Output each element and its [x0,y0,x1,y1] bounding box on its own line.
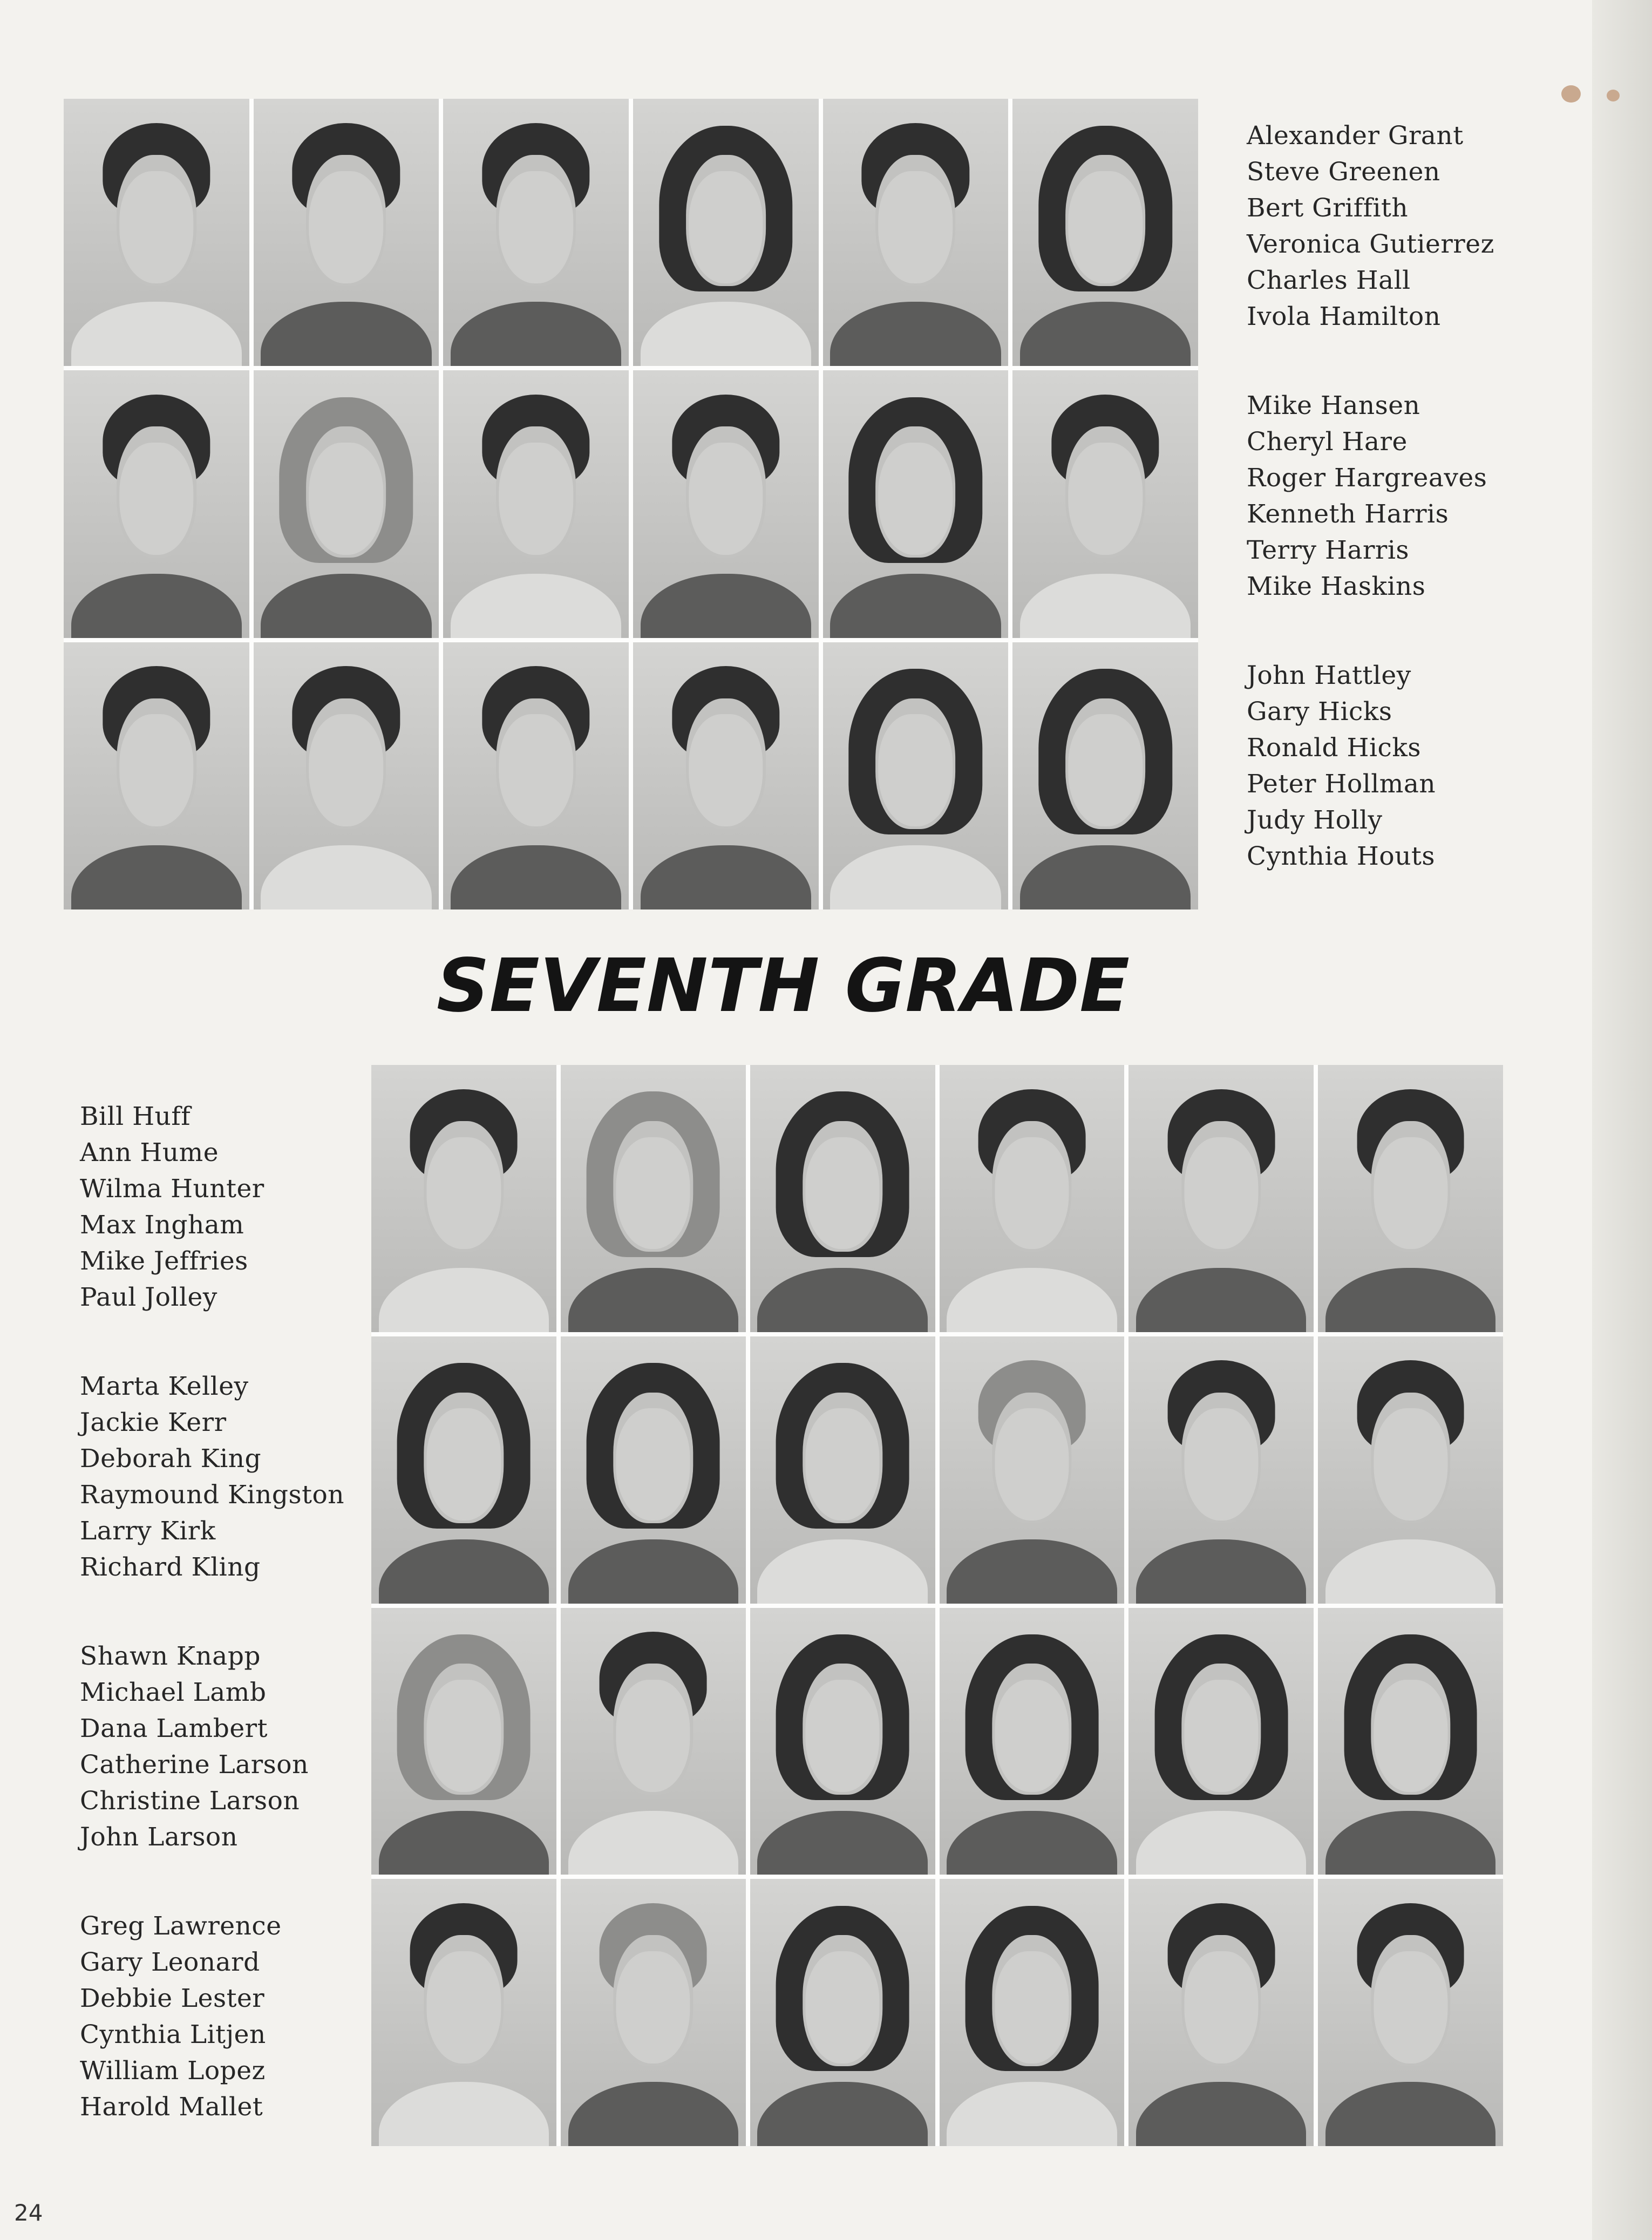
student-photo [1318,1336,1503,1604]
top-photo-grid [64,99,1198,909]
student-name: Ronald Hicks [1247,733,1421,763]
student-photo [750,1608,935,1875]
student-photo [371,1065,556,1332]
student-photo [940,1608,1125,1875]
portrait-head-front [616,1137,690,1250]
student-photo [371,1608,556,1875]
portrait-shoulders [261,302,431,366]
student-photo [561,1879,746,2146]
student-name: Judy Holly [1247,805,1383,835]
portrait-head-front [1374,1680,1447,1792]
portrait-shoulders [757,1268,927,1332]
student-photo [254,642,439,909]
student-name: Kenneth Harris [1247,499,1449,529]
portrait-shoulders [1020,574,1191,638]
student-name: Jackie Kerr [80,1408,227,1437]
student-photo [1012,99,1198,366]
portrait-shoulders [1136,1811,1306,1875]
portrait-head-front [499,171,573,283]
portrait-shoulders [261,574,431,638]
student-photo [633,642,819,909]
portrait-shoulders [379,2082,549,2146]
portrait-shoulders [947,1268,1117,1332]
portrait-shoulders [568,1811,738,1875]
student-photo [1012,642,1198,909]
portrait-head-front [1068,443,1142,555]
student-photo [1318,1879,1503,2146]
student-name: Larry Kirk [80,1516,216,1546]
student-photo [823,99,1009,366]
student-photo [1318,1608,1503,1875]
portrait-head-front [879,171,953,283]
student-name: Bill Huff [80,1102,191,1131]
page-number: 24 [14,2200,43,2226]
portrait-head-front [806,1137,880,1250]
student-name: Cynthia Litjen [80,2020,266,2049]
name-group [80,1098,264,1315]
portrait-head-front [427,1408,501,1521]
student-name: John Hattley [1247,661,1411,690]
stain-mark [1607,90,1620,101]
student-name: Mike Haskins [1247,572,1426,601]
student-photo [443,642,629,909]
portrait-head-front [119,443,193,555]
student-name: Raymound Kingston [80,1480,345,1510]
portrait-head-front [879,714,953,826]
student-name: Steve Greenen [1247,157,1440,187]
portrait-shoulders [568,1539,738,1604]
portrait-head-front [995,1680,1069,1792]
portrait-shoulders [1325,1811,1495,1875]
portrait-head-front [119,714,193,826]
portrait-shoulders [947,1811,1117,1875]
student-name: Wilma Hunter [80,1174,264,1204]
portrait-shoulders [830,845,1001,909]
student-name: Christine Larson [80,1786,300,1816]
student-photo [1128,1608,1314,1875]
portrait-head-front [689,171,763,283]
student-name: Cynthia Houts [1247,841,1435,871]
portrait-head-front [119,171,193,283]
student-photo [443,370,629,637]
student-photo [940,1879,1125,2146]
student-photo [940,1336,1125,1604]
student-name: Deborah King [80,1444,262,1474]
portrait-shoulders [757,1811,927,1875]
portrait-head-front [616,1680,690,1792]
portrait-head-front [995,1951,1069,2063]
student-photo [750,1065,935,1332]
page-edge [1592,0,1652,2240]
portrait-shoulders [71,574,242,638]
bottom-photo-grid [371,1065,1503,2146]
portrait-head-front [427,1137,501,1250]
student-photo [443,99,629,366]
portrait-head-front [616,1408,690,1521]
student-name: Mike Hansen [1247,391,1420,420]
page-title: SEVENTH GRADE [436,943,1130,1029]
student-photo [561,1608,746,1875]
portrait-head-front [995,1408,1069,1521]
portrait-head-front [616,1951,690,2063]
portrait-shoulders [641,574,811,638]
student-name: Max Ingham [80,1210,244,1240]
student-name: Michael Lamb [80,1678,267,1707]
portrait-shoulders [1325,2082,1495,2146]
portrait-shoulders [379,1811,549,1875]
portrait-shoulders [379,1268,549,1332]
portrait-shoulders [568,2082,738,2146]
portrait-head-front [427,1680,501,1792]
student-photo [940,1065,1125,1332]
student-name: Alexander Grant [1247,121,1464,151]
student-photo [750,1336,935,1604]
student-photo [371,1879,556,2146]
portrait-shoulders [830,302,1001,366]
student-name: Cheryl Hare [1247,427,1408,457]
portrait-head-front [309,171,383,283]
name-group [80,1638,309,1855]
portrait-head-front [995,1137,1069,1250]
portrait-head-front [499,714,573,826]
portrait-shoulders [71,845,242,909]
student-name: Paul Jolley [80,1282,217,1312]
portrait-shoulders [451,845,621,909]
portrait-head-front [1068,714,1142,826]
portrait-head-front [879,443,953,555]
student-photo [823,370,1009,637]
portrait-shoulders [261,845,431,909]
portrait-head-front [1374,1408,1447,1521]
student-photo [1128,1336,1314,1604]
name-group [80,1368,344,1585]
portrait-shoulders [1136,1539,1306,1604]
portrait-head-front [499,443,573,555]
student-name: Ivola Hamilton [1247,302,1441,331]
name-group [1247,118,1494,335]
student-photo [64,370,249,637]
portrait-head-front [806,1680,880,1792]
portrait-shoulders [1136,2082,1306,2146]
student-photo [64,642,249,909]
student-name: Catherine Larson [80,1750,309,1780]
portrait-shoulders [757,1539,927,1604]
student-name: Roger Hargreaves [1247,463,1487,493]
student-name: Gary Leonard [80,1947,260,1977]
student-name: Debbie Lester [80,1984,265,2013]
student-name: Veronica Gutierrez [1247,229,1494,259]
student-photo [561,1336,746,1604]
portrait-head-front [806,1408,880,1521]
portrait-head-front [1068,171,1142,283]
portrait-shoulders [1136,1268,1306,1332]
portrait-shoulders [830,574,1001,638]
student-name: John Larson [80,1822,238,1852]
portrait-head-front [1184,1408,1258,1521]
student-photo [750,1879,935,2146]
student-name: Peter Hollman [1247,769,1436,799]
name-group [1247,657,1436,874]
portrait-head-front [427,1951,501,2063]
student-photo [371,1336,556,1604]
student-photo [633,370,819,637]
portrait-shoulders [451,574,621,638]
student-photo [1128,1065,1314,1332]
portrait-head-front [1184,1680,1258,1792]
portrait-head-front [1374,1137,1447,1250]
portrait-head-front [689,443,763,555]
portrait-head-front [1184,1137,1258,1250]
student-photo [254,370,439,637]
student-photo [823,642,1009,909]
portrait-shoulders [1020,845,1191,909]
portrait-shoulders [1020,302,1191,366]
student-photo [561,1065,746,1332]
stain-mark [1561,85,1581,103]
student-name: William Lopez [80,2056,266,2086]
student-name: Richard Kling [80,1552,261,1582]
student-name: Charles Hall [1247,266,1411,295]
student-name: Ann Hume [80,1138,219,1167]
portrait-shoulders [1325,1539,1495,1604]
portrait-shoulders [71,302,242,366]
portrait-head-front [806,1951,880,2063]
portrait-shoulders [379,1539,549,1604]
student-name: Terry Harris [1247,535,1410,565]
portrait-head-front [309,714,383,826]
portrait-head-front [689,714,763,826]
portrait-shoulders [451,302,621,366]
student-name: Gary Hicks [1247,697,1392,727]
student-name: Marta Kelley [80,1372,249,1401]
portrait-shoulders [947,1539,1117,1604]
student-photo [254,99,439,366]
portrait-shoulders [947,2082,1117,2146]
portrait-head-front [1184,1951,1258,2063]
student-name: Greg Lawrence [80,1911,282,1941]
portrait-head-front [309,443,383,555]
name-group [80,1908,282,2125]
student-name: Bert Griffith [1247,193,1409,223]
portrait-shoulders [568,1268,738,1332]
student-name: Dana Lambert [80,1714,268,1743]
student-photo [64,99,249,366]
portrait-shoulders [641,845,811,909]
portrait-shoulders [641,302,811,366]
student-photo [1318,1065,1503,1332]
student-photo [1128,1879,1314,2146]
student-name: Harold Mallet [80,2092,263,2122]
portrait-shoulders [757,2082,927,2146]
student-name: Mike Jeffries [80,1246,248,1276]
portrait-shoulders [1325,1268,1495,1332]
student-photo [633,99,819,366]
name-group [1247,388,1487,605]
student-photo [1012,370,1198,637]
portrait-head-front [1374,1951,1447,2063]
student-name: Shawn Knapp [80,1641,261,1671]
